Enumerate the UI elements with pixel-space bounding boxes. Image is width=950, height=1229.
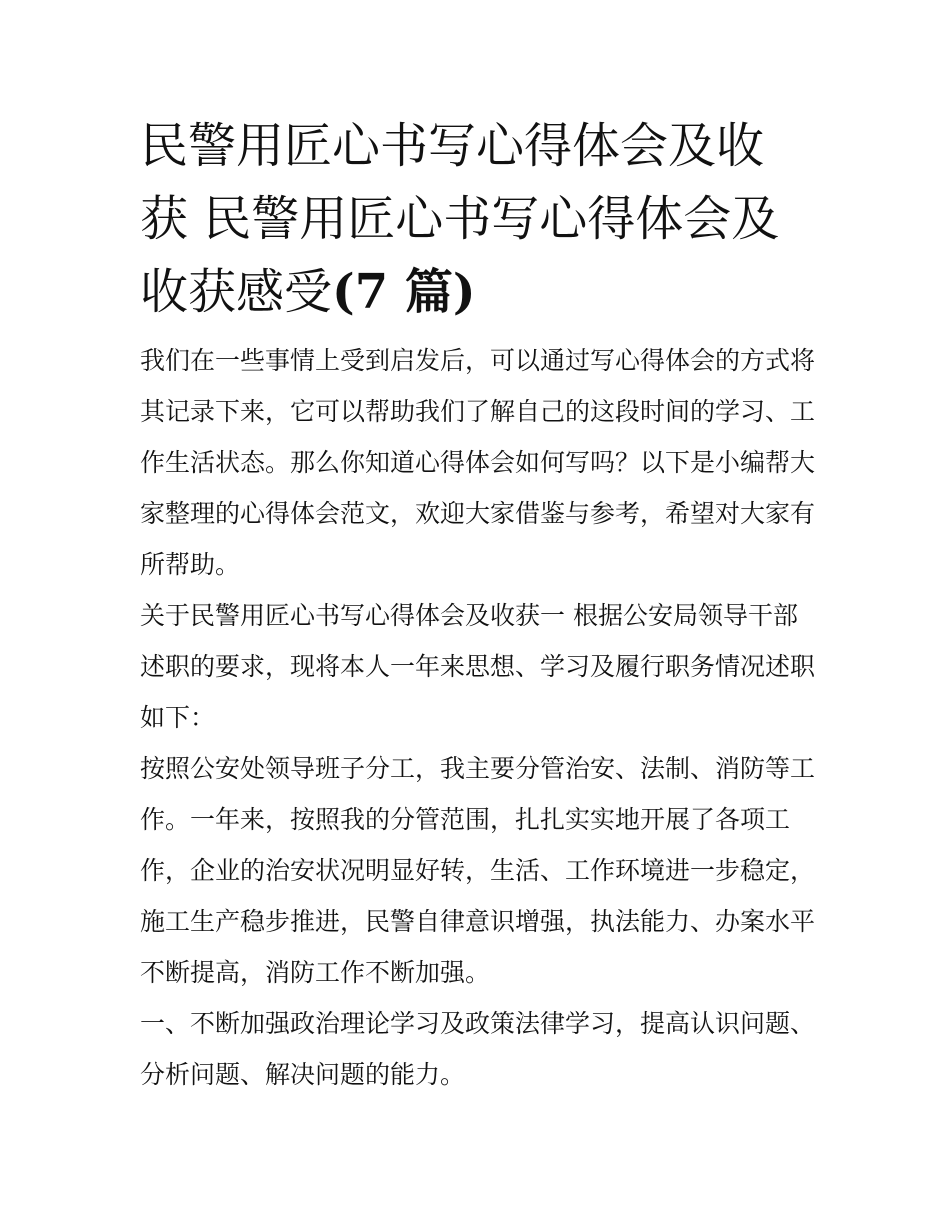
document-page: [140, 110, 816, 1100]
paragraph-line: 关于民警用匠心书写心得体会及收获一 根据公安局领导干部: [140, 601, 798, 630]
paragraph-line: 述职的要求，现将本人一年来思想、学习及履行职务情况述职: [140, 652, 816, 681]
document-body: [140, 335, 816, 1100]
paragraph-line: 所帮助。: [140, 550, 241, 579]
paragraph-line: 作，企业的治安状况明显好转，生活、工作环境进一步稳定，: [140, 856, 816, 885]
paragraph-line: 施工生产稳步推进，民警自律意识增强，执法能力、办案水平: [140, 907, 816, 936]
document-title: [140, 110, 812, 329]
paragraph-line: 我们在一些事情上受到启发后，可以通过写心得体会的方式将: [140, 346, 816, 375]
paragraph-heading-one: [140, 998, 816, 1100]
title-line-3: [140, 256, 812, 329]
paragraph-duties: [140, 743, 816, 998]
paragraph-section-one-intro: [140, 590, 816, 743]
paragraph-line: 不断提高，消防工作不断加强。: [140, 958, 491, 987]
paragraph-line: 按照公安处领导班子分工，我主要分管治安、法制、消防等工: [140, 754, 816, 783]
title-suffix: (7 篇): [332, 264, 476, 320]
paragraph-intro: [140, 335, 816, 590]
paragraph-line: 作生活状态。那么你知道心得体会如何写吗？以下是小编帮大: [140, 448, 816, 477]
paragraph-line: 如下：: [140, 703, 216, 732]
title-line-2: 获 民警用匠心书写心得体会及: [140, 191, 780, 247]
paragraph-line: 其记录下来，它可以帮助我们了解自己的这段时间的学习、工: [140, 397, 816, 426]
paragraph-line: 作。一年来，按照我的分管范围，扎扎实实地开展了各项工: [140, 805, 791, 834]
paragraph-line: 分析问题、解决问题的能力。: [140, 1060, 466, 1089]
title-line-3-text: 收获感受: [140, 264, 333, 320]
paragraph-line: 家整理的心得体会范文，欢迎大家借鉴与参考，希望对大家有: [140, 499, 816, 528]
paragraph-line: 一、不断加强政治理论学习及政策法律学习，提高认识问题、: [140, 1009, 816, 1038]
title-line-1: 民警用匠心书写心得体会及收: [140, 118, 765, 174]
